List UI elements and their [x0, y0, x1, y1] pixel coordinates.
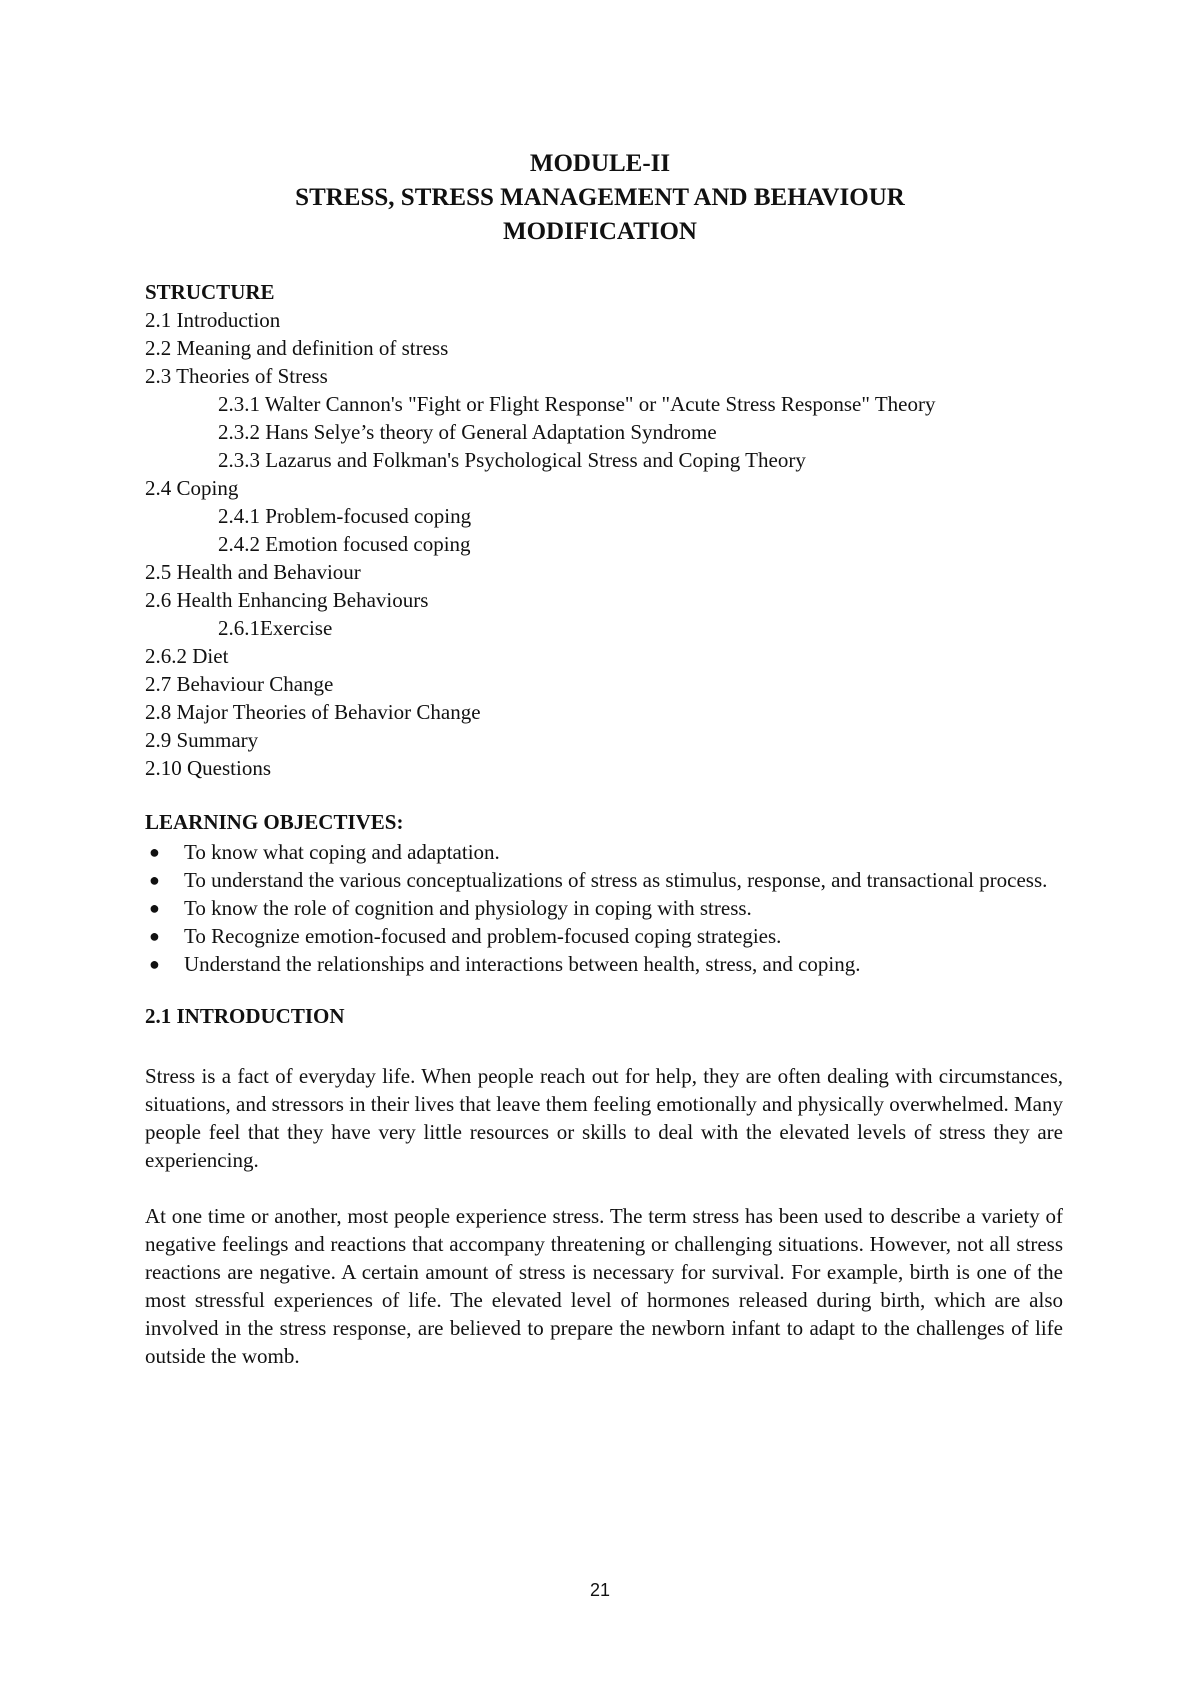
structure-item: 2.6.1Exercise — [218, 616, 333, 640]
introduction-heading: 2.1 INTRODUCTION — [145, 1004, 345, 1028]
learning-objective-text: To Recognize emotion-focused and problem-focused coping strategies. — [184, 924, 782, 948]
structure-item: 2.4.2 Emotion focused coping — [218, 532, 471, 556]
learning-objectives-list — [145, 838, 1063, 978]
learning-objective-item — [145, 866, 1063, 894]
module-title-line: MODIFICATION — [503, 218, 697, 245]
structure-item: 2.3.2 Hans Selye’s theory of General Adaptation Syndrome — [218, 420, 717, 444]
structure-item: 2.3.1 Walter Cannon's "Fight or Flight Response" or "Acute Stress Response" Theory — [218, 392, 936, 416]
bullet-icon: ● — [149, 898, 160, 918]
structure-item: 2.6 Health Enhancing Behaviours — [145, 588, 429, 612]
bullet-icon: ● — [149, 842, 160, 862]
learning-objective-item — [145, 950, 1063, 978]
introduction-paragraph: Stress is a fact of everyday life. When people reach out for help, they are often dealing with circumstances, situations, and stressors in their lives that leave them feeling emotionally and physically overwhelmed. Many people feel that they have very little resources or skills to deal with the elevated levels of stress they are experiencing. — [145, 1064, 1063, 1172]
learning-objective-text: To know the role of cognition and physiology in coping with stress. — [184, 896, 752, 920]
bullet-icon: ● — [149, 870, 160, 890]
learning-objective-item — [145, 838, 1063, 866]
structure-item: 2.3 Theories of Stress — [145, 364, 328, 388]
bullet-icon: ● — [149, 954, 160, 974]
structure-item: 2.6.2 Diet — [145, 644, 229, 668]
learning-objective-item — [145, 922, 1063, 950]
structure-heading: STRUCTURE — [145, 280, 275, 304]
page-content — [145, 278, 1063, 1370]
structure-item: 2.4 Coping — [145, 476, 239, 500]
learning-objectives-heading: LEARNING OBJECTIVES: — [145, 810, 404, 834]
learning-objective-text: To know what coping and adaptation. — [184, 840, 500, 864]
introduction-paragraph: At one time or another, most people experience stress. The term stress has been used to describe a variety of negative feelings and reactions that accompany threatening or challenging situations. However, not all stress reactions are negative. A certain amount of stress is necessary for survival. For example, birth is one of the most stressful experiences of life. The elevated level of hormones released during birth, which are also involved in the stress response, are believed to prepare the newborn infant to adapt to the challenges of life outside the womb. — [145, 1204, 1063, 1368]
structure-item: 2.9 Summary — [145, 728, 259, 752]
structure-list — [145, 306, 1063, 782]
structure-item: 2.3.3 Lazarus and Folkman's Psychological Stress and Coping Theory — [218, 448, 806, 472]
structure-item: 2.1 Introduction — [145, 308, 281, 332]
structure-item: 2.4.1 Problem-focused coping — [218, 504, 472, 528]
structure-item: 2.7 Behaviour Change — [145, 672, 334, 696]
structure-item: 2.2 Meaning and definition of stress — [145, 336, 449, 360]
module-number: MODULE-II — [529, 150, 671, 177]
structure-item: 2.5 Health and Behaviour — [145, 560, 361, 584]
learning-objective-text: To understand the various conceptualizations of stress as stimulus, response, and transactional process. — [184, 868, 1048, 892]
learning-objective-item — [145, 894, 1063, 922]
module-title — [0, 147, 1200, 249]
module-title-line: STRESS, STRESS MANAGEMENT AND BEHAVIOUR — [295, 184, 905, 211]
learning-objective-text: Understand the relationships and interactions between health, stress, and coping. — [184, 952, 861, 976]
bullet-icon: ● — [149, 926, 160, 946]
page-number: 21 — [589, 1580, 611, 1600]
structure-item: 2.10 Questions — [145, 756, 271, 780]
structure-item: 2.8 Major Theories of Behavior Change — [145, 700, 481, 724]
